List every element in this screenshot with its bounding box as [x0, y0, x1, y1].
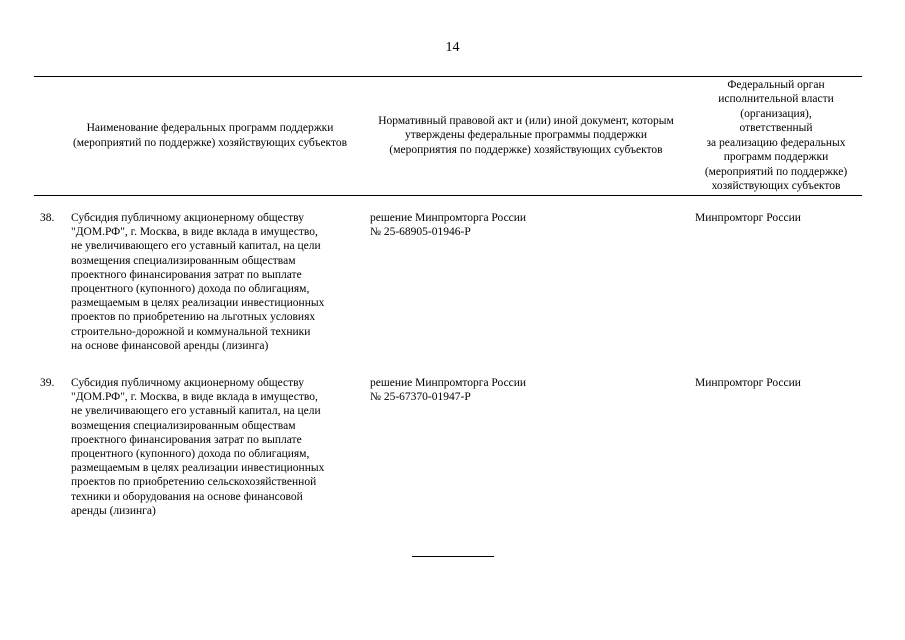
row-program-name-line: размещаемым в целях реализации инвестиционных	[71, 462, 325, 475]
row-program-name-line: возмещения специализированным обществам	[71, 254, 296, 267]
row-program-name	[71, 211, 363, 353]
row-legal-act-line: решение Минпромторга России	[370, 377, 527, 389]
row-program-name-line: "ДОМ.РФ", г. Москва, в виде вклада в имущество,	[71, 391, 318, 404]
row-legal-act	[370, 376, 680, 404]
row-responsible-body: Минпромторг России	[695, 212, 801, 224]
header-legal-act	[370, 77, 682, 194]
row-program-name	[71, 376, 363, 518]
row-legal-act-line: № 25-67370-01947-Р	[370, 391, 471, 404]
row-program-name-line: возмещения специализированным обществам	[71, 419, 296, 432]
row-program-name-line: процентного (купонного) дохода по облигациям,	[71, 448, 310, 461]
header-responsible-line: за реализацию федеральных	[706, 136, 846, 149]
row-program-name-line: проектов по приобретению сельскохозяйственной	[71, 476, 317, 489]
row-number: 38.	[40, 212, 55, 224]
header-program-name-text: Наименование федеральных программ поддержки (мероприятий по поддержке) хозяйствующих субъектов	[72, 122, 348, 149]
header-responsible-line: ответственный	[739, 122, 813, 134]
header-responsible-line: хозяйствующих субъектов	[711, 180, 841, 192]
header-bottom-rule	[34, 195, 862, 196]
row-program-name-line: не увеличивающего его уставный капитал, на цели	[71, 240, 321, 253]
row-program-name-line: "ДОМ.РФ", г. Москва, в виде вклада в имущество,	[71, 226, 318, 239]
header-responsible-line: (организация),	[740, 107, 812, 120]
row-program-name-line: на основе финансовой аренды (лизинга)	[71, 339, 269, 352]
row-program-name-line: размещаемым в целях реализации инвестиционных	[71, 297, 325, 310]
header-responsible-line: исполнительной власти	[718, 93, 834, 105]
header-responsible-line: Федеральный орган	[727, 78, 825, 91]
row-program-name-line: проектов по приобретению на льготных условиях	[71, 311, 316, 324]
row-program-name-line: Субсидия публичному акционерному обществу	[71, 212, 304, 224]
row-legal-act	[370, 211, 680, 239]
header-responsible-line: (мероприятий по поддержке)	[704, 165, 848, 178]
header-responsible-body	[688, 77, 864, 194]
header-program-name	[60, 77, 360, 194]
row-program-name-line: Субсидия публичному акционерному обществу	[71, 377, 304, 389]
row-program-name-line: проектного финансирования затрат по выплате	[71, 268, 302, 281]
row-number: 39.	[40, 377, 55, 389]
row-program-name-line: проектного финансирования затрат по выплате	[71, 433, 302, 446]
header-responsible-line: программ поддержки	[723, 151, 829, 163]
row-program-name-line: строительно-дорожной и коммунальной техники	[71, 325, 311, 338]
row-program-name-line: техники и оборудования на основе финансовой	[71, 490, 303, 503]
row-legal-act-line: № 25-68905-01946-Р	[370, 226, 471, 239]
header-legal-act-text: Нормативный правовой акт и (или) иной документ, которым утверждены федеральные программы поддержки (мероприятия по поддержке) хозяйствующих субъектов	[378, 114, 674, 156]
end-of-table-rule	[412, 556, 494, 557]
row-responsible-body: Минпромторг России	[695, 377, 801, 389]
row-legal-act-line: решение Минпромторга России	[370, 212, 527, 224]
page-number: 14	[445, 40, 460, 55]
row-program-name-line: не увеличивающего его уставный капитал, на цели	[71, 405, 321, 418]
row-program-name-line: процентного (купонного) дохода по облигациям,	[71, 283, 310, 296]
row-program-name-line: аренды (лизинга)	[71, 504, 156, 517]
